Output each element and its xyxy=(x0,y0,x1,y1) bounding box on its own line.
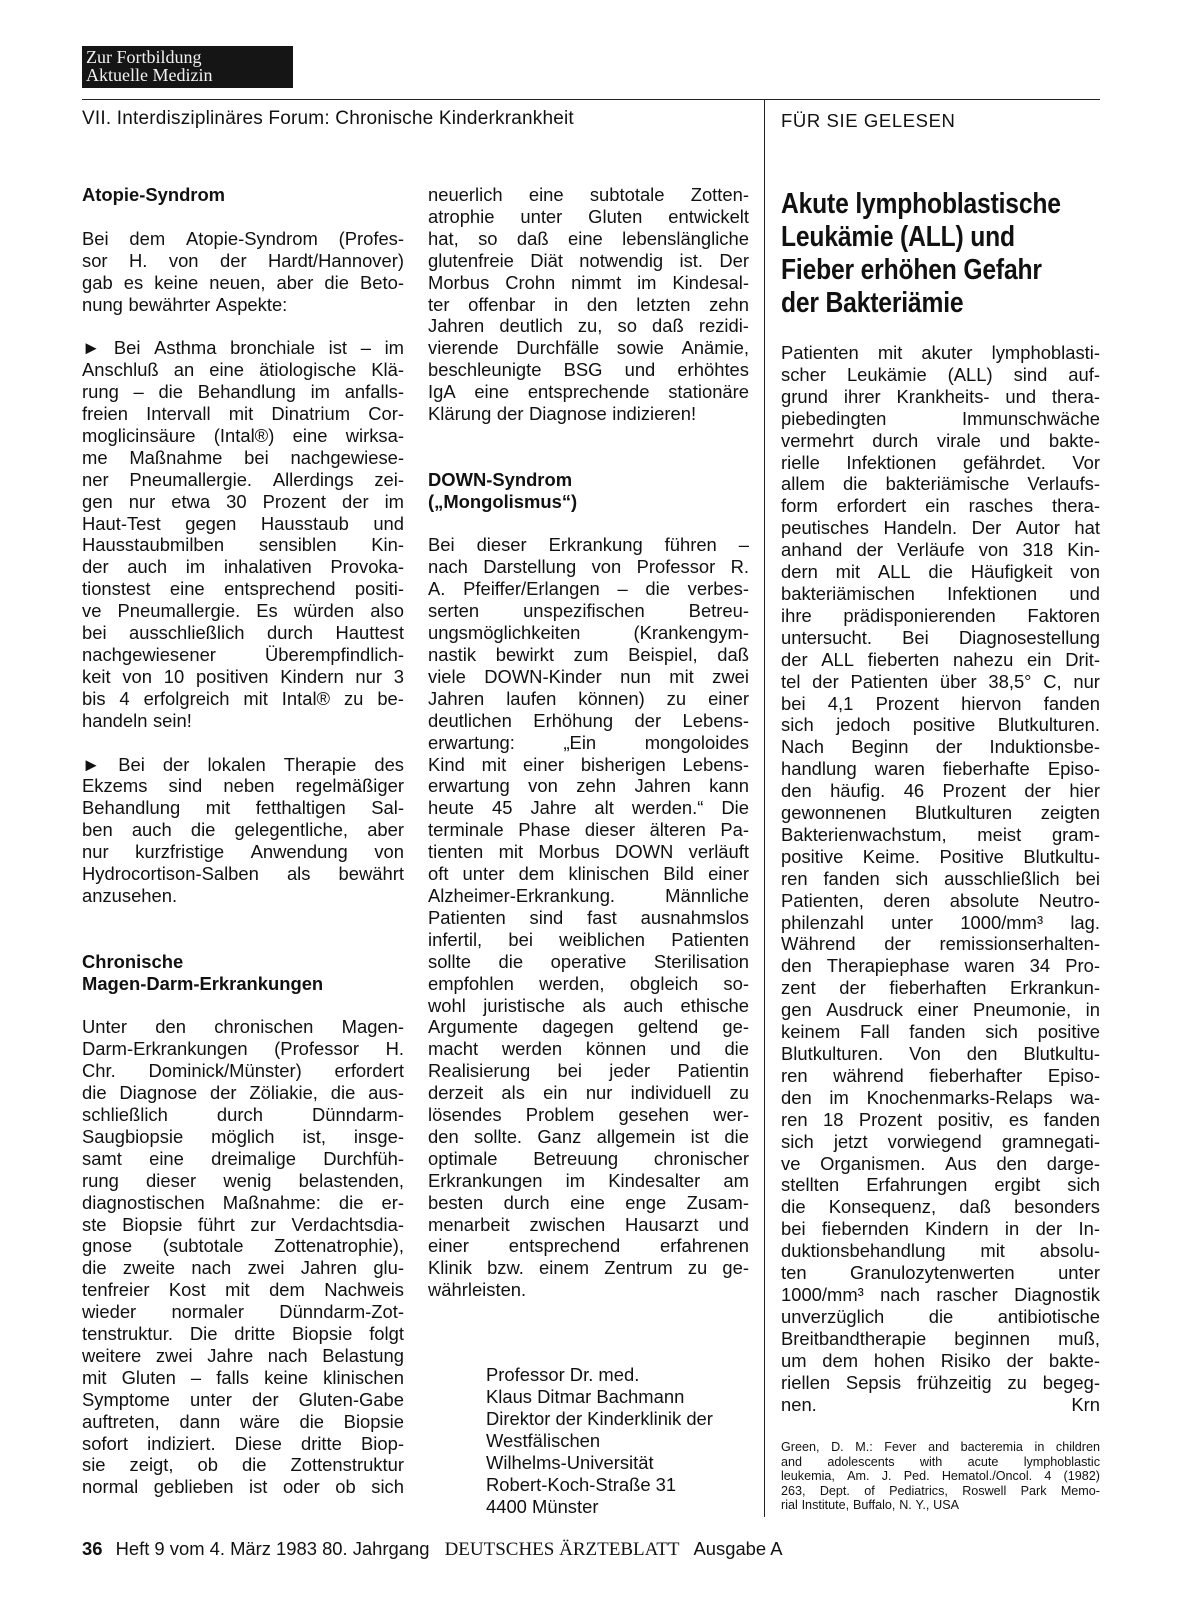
text-line: vierende Durchfälle sowie Anämie, xyxy=(428,337,749,359)
text-line: schließlich durch Dünndarm- xyxy=(82,1103,404,1125)
signature-line: Klaus Ditmar Bachmann xyxy=(486,1386,685,1407)
text-line: den häufig. 46 Prozent der hier xyxy=(781,780,1100,802)
section-heading: Chronische xyxy=(82,950,184,972)
text-line: nung bewährter Aspekte: xyxy=(82,293,288,315)
text-line: 1000/mm³ nach rascher Diagnostik xyxy=(781,1283,1100,1305)
text-line: Jahren deutlich zu, so daß rezidi- xyxy=(428,315,749,337)
text-line: oft unter dem klinischen Bild einer xyxy=(428,863,749,885)
section-badge-line2: Aktuelle Medizin xyxy=(86,65,213,85)
paragraph-gap xyxy=(428,425,749,469)
text-line: nen. Krn xyxy=(781,1393,1100,1415)
text-line: den im Knochenmarks-Relaps wa- xyxy=(781,1086,1100,1108)
text-line: anhand der Verläufe von 318 Kin- xyxy=(781,539,1100,561)
text-line: allem die bakteriämische Verlaufs- xyxy=(781,473,1100,495)
text-line: Ekzems sind neben regelmäßiger xyxy=(82,775,404,797)
paragraph-gap xyxy=(82,315,404,337)
text-line: sollte die operative Sterilisation xyxy=(428,950,749,972)
text-line: Symptome unter der Gluten-Gabe xyxy=(82,1388,404,1410)
text-line: ten Granulozytenwerten unter xyxy=(781,1262,1100,1284)
text-line: hat, so daß eine lebenslängliche xyxy=(428,227,749,249)
page-number: 36 xyxy=(82,1538,103,1559)
text-line: Green, D. M.: Fever and bacteremia in children xyxy=(781,1440,1100,1454)
text-line: empfohlen werden, obgleich so- xyxy=(428,972,749,994)
text-line: sor H. von der Hardt/Hannover) xyxy=(82,249,404,271)
text-line: glutenfreie Diät notwendig ist. Der xyxy=(428,249,749,271)
text-line: samt eine dreimalige Durchfüh- xyxy=(82,1147,404,1169)
text-line: Bakterienwachstum, meist gram- xyxy=(781,823,1100,845)
text-line: normal geblieben ist oder ob sich xyxy=(82,1476,404,1498)
headline-line: Fieber erhöhen Gefahr xyxy=(781,254,1042,286)
rubric-title: FÜR SIE GELESEN xyxy=(781,110,956,131)
text-line: die zweite nach zwei Jahren glu- xyxy=(82,1257,404,1279)
text-line: dern mit ALL die Häufigkeit von xyxy=(781,561,1100,583)
paragraph-gap xyxy=(82,206,404,228)
text-line: Chr. Dominick/Münster) erfordert xyxy=(82,1060,404,1082)
text-line: Während der remissionserhalten- xyxy=(781,933,1100,955)
review-column xyxy=(781,342,1100,1415)
text-line: philenzahl unter 1000/mm³ lag. xyxy=(781,911,1100,933)
text-line: Darm-Erkrankungen (Professor H. xyxy=(82,1038,404,1060)
article-column-1 xyxy=(82,184,404,1498)
text-line: Bei dem Atopie-Syndrom (Profes- xyxy=(82,227,404,249)
text-line: ► Bei der lokalen Therapie des xyxy=(82,753,404,775)
text-line: Argumente dagegen geltend ge- xyxy=(428,1016,749,1038)
text-line: neuerlich eine subtotale Zotten- xyxy=(428,184,749,205)
text-line: Patienten sind fast ausnahmslos xyxy=(428,906,749,928)
text-line: heute 45 Jahre alt werden.“ Die xyxy=(428,797,749,819)
text-line: währleisten. xyxy=(428,1279,527,1301)
text-line: bei ausschließlich durch Hauttest xyxy=(82,622,404,644)
text-line: gab es keine neuen, aber die Beto- xyxy=(82,271,404,293)
text-line: positive Keime. Positive Blutkultu- xyxy=(781,845,1100,867)
signature-line: 4400 Münster xyxy=(486,1496,599,1517)
text-line: tionstest eine entsprechend positi- xyxy=(82,578,404,600)
text-line: die Konsequenz, daß besonders xyxy=(781,1196,1100,1218)
text-line: wieder normaler Dünndarm-Zot- xyxy=(82,1301,404,1323)
text-line: keit von 10 positiven Kindern nur 3 xyxy=(82,665,404,687)
text-line: and adolescents with acute lymphoblastic xyxy=(781,1454,1100,1469)
text-line: Behandlung mit fetthaltigen Sal- xyxy=(82,797,404,819)
signature-line: Robert-Koch-Straße 31 xyxy=(486,1474,677,1495)
text-line: freien Intervall mit Dinatrium Cor- xyxy=(82,403,404,425)
text-line: ► Bei Asthma bronchiale ist – im xyxy=(82,337,404,359)
text-line: riellen Sepsis frühzeitig zu begeg- xyxy=(781,1371,1100,1393)
section-heading: DOWN-Syndrom xyxy=(428,468,573,490)
signature-line: Westfälischen xyxy=(486,1430,601,1451)
author-signature xyxy=(486,1364,713,1518)
section-badge-line1: Zur Fortbildung xyxy=(86,47,202,67)
text-line: infertil, bei weiblichen Patienten xyxy=(428,928,749,950)
text-line: Nach Beginn der Induktionsbe- xyxy=(781,736,1100,758)
text-line: gewonnenen Blutkulturen zeigten xyxy=(781,802,1100,824)
text-line: gen nur etwa 30 Prozent der im xyxy=(82,490,404,512)
text-line: serten unspezifischen Betreu- xyxy=(428,600,749,622)
text-line: handlung waren fieberhafte Episo- xyxy=(781,758,1100,780)
header-rule xyxy=(82,99,1100,100)
text-line: ve Organismen. Aus den darge- xyxy=(781,1152,1100,1174)
text-line: ner Pneumallergie. Allerdings zei- xyxy=(82,468,404,490)
section-badge xyxy=(82,46,293,88)
text-line: deutlichen Erhöhung der Lebens- xyxy=(428,709,749,731)
article-column-2 xyxy=(428,184,749,1301)
text-line: Realisierung bei jeder Patientin xyxy=(428,1060,749,1082)
text-line: macht werden können und die xyxy=(428,1038,749,1060)
text-line: gen Ausdruck einer Pneumonie, in xyxy=(781,999,1100,1021)
text-line: leukemia, Am. J. Ped. Hematol./Oncol. 4 (1982) xyxy=(781,1469,1100,1484)
text-line: nachgewiesener Überempfindlich- xyxy=(82,644,404,665)
text-line: um dem hohen Risiko der bakte- xyxy=(781,1349,1100,1371)
text-line: die Diagnose der Zöliakie, die aus- xyxy=(82,1082,404,1104)
text-line: ter offenbar in den letzten zehn xyxy=(428,293,749,315)
series-title: VII. Interdisziplinäres Forum: Chronische Kinderkrankheit xyxy=(82,108,574,129)
text-line: sich jedoch positive Blutkulturen. xyxy=(781,714,1100,736)
text-line: ve Pneumallergie. Es würden also xyxy=(82,600,404,622)
text-line: A. Pfeiffer/Erlangen – die verbes- xyxy=(428,578,749,600)
signature-line: Wilhelms-Universität xyxy=(486,1452,654,1473)
text-line: ben auch die gelegentliche, aber xyxy=(82,819,404,841)
edition-label: Ausgabe A xyxy=(693,1538,783,1559)
text-line: Erkrankungen im Kindesalter am xyxy=(428,1169,749,1191)
page-footer xyxy=(82,1538,783,1561)
signature-line: Professor Dr. med. xyxy=(486,1364,640,1385)
text-line: wohl juristische als auch ethische xyxy=(428,994,749,1016)
text-line: besten durch eine enge Zusam- xyxy=(428,1191,749,1213)
text-line: zent der fieberhaften Erkrankun- xyxy=(781,977,1100,999)
issue-info: Heft 9 vom 4. März 1983 80. Jahrgang xyxy=(115,1538,430,1559)
section-heading: („Mongolismus“) xyxy=(428,490,578,512)
text-line: derzeit als ein nur individuell zu xyxy=(428,1082,749,1104)
text-line: einer entsprechend erfahrenen xyxy=(428,1235,749,1257)
text-line: tenstruktur. Die dritte Biopsie folgt xyxy=(82,1323,404,1345)
text-line: bakteriämischen Infektionen und xyxy=(781,582,1100,604)
text-line: sie zeigt, ob die Zottenstruktur xyxy=(82,1454,404,1476)
headline-line: Akute lymphoblastische xyxy=(781,188,1061,220)
headline-line: der Bakteriämie xyxy=(781,287,964,319)
text-line: ste Biopsie führt zur Verdachtsdia- xyxy=(82,1213,404,1235)
text-line: beschleunigte BSG und erhöhtes xyxy=(428,359,749,381)
text-line: nastik bewirkt zum Beispiel, daß xyxy=(428,644,749,665)
text-line: peutisches Handeln. Der Autor hat xyxy=(781,517,1100,539)
text-line: ren während fieberhafter Episo- xyxy=(781,1064,1100,1086)
text-line: untersucht. Bei Diagnosestellung xyxy=(781,626,1100,648)
text-line: scher Leukämie (ALL) sind auf- xyxy=(781,363,1100,385)
text-line: Unter den chronischen Magen- xyxy=(82,1016,404,1038)
text-line: ungsmöglichkeiten (Krankengym- xyxy=(428,622,749,644)
text-line: Alzheimer-Erkrankung. Männliche xyxy=(428,884,749,906)
text-line: Haut-Test gegen Hausstaub und xyxy=(82,512,404,534)
text-line: Kind mit einer bisherigen Lebens- xyxy=(428,753,749,775)
text-line: rung dieser wenig belastenden, xyxy=(82,1169,404,1191)
text-line: anzusehen. xyxy=(82,884,178,906)
text-line: optimale Betreuung chronischer xyxy=(428,1147,749,1169)
text-line: ihre prädisponierenden Faktoren xyxy=(781,604,1100,626)
text-line: ren 18 Prozent positiv, es fanden xyxy=(781,1108,1100,1130)
text-line: vermehrt durch virale und bakte- xyxy=(781,429,1100,451)
text-line: IgA eine entsprechende stationäre xyxy=(428,381,749,403)
review-citation xyxy=(781,1440,1100,1513)
text-line: Hydrocortison-Salben als bewährt xyxy=(82,863,404,885)
paragraph-gap xyxy=(82,907,404,951)
text-line: Patienten, deren absolute Neutro- xyxy=(781,889,1100,911)
journal-name: DEUTSCHES ÄRZTEBLATT xyxy=(444,1539,680,1560)
text-line: form erfordert ein rasches thera- xyxy=(781,495,1100,517)
text-line: bei fiebernden Kindern in der In- xyxy=(781,1218,1100,1240)
review-headline xyxy=(781,188,1061,320)
section-heading: Magen-Darm-Erkrankungen xyxy=(82,972,324,994)
text-line: den sollte. Ganz allgemein ist die xyxy=(428,1125,749,1147)
text-line: keinem Fall fanden sich positive xyxy=(781,1021,1100,1043)
text-line: Klinik bzw. einem Zentrum zu ge- xyxy=(428,1257,749,1279)
text-line: Klärung der Diagnose indizieren! xyxy=(428,403,697,425)
text-line: duktionsbehandlung mit absolu- xyxy=(781,1240,1100,1262)
text-line: erwartung: „Ein mongoloides xyxy=(428,731,749,753)
text-line: 263, Dept. of Pediatrics, Roswell Park Memo- xyxy=(781,1483,1100,1498)
text-line: tienten mit Morbus DOWN verläuft xyxy=(428,841,749,863)
text-line: tenfreier Kost mit dem Nachweis xyxy=(82,1279,404,1301)
text-line: viele DOWN-Kinder nun mit zwei xyxy=(428,665,749,687)
text-line: weitere zwei Jahre nach Belastung xyxy=(82,1344,404,1366)
text-line: moglicinsäure (Intal®) eine wirksa- xyxy=(82,424,404,446)
text-line: handeln sein! xyxy=(82,709,192,731)
text-line: piebedingten Immunschwäche xyxy=(781,407,1100,429)
text-line: bei 4,1 Prozent hiervon fanden xyxy=(781,692,1100,714)
text-line: nur kurzfristige Anwendung von xyxy=(82,841,404,863)
text-line: erwartung von zehn Jahren kann xyxy=(428,775,749,797)
text-line: rielle Infektionen gefährdet. Vor xyxy=(781,451,1100,473)
text-line: gnose (subtotale Zottenatrophie), xyxy=(82,1235,404,1257)
text-line: atrophie unter Gluten entwickelt xyxy=(428,205,749,227)
signature-line: Direktor der Kinderklinik der xyxy=(486,1408,713,1429)
text-line: ren fanden sich ausschließlich bei xyxy=(781,867,1100,889)
text-line: rung – die Behandlung im anfalls- xyxy=(82,381,404,403)
text-line: rial Institute, Buffalo, N. Y., USA xyxy=(781,1498,959,1513)
text-line: mit Gluten – falls keine klinischen xyxy=(82,1366,404,1388)
text-line: Hausstaubmilben sensiblen Kin- xyxy=(82,534,404,556)
text-line: lösendes Problem gesehen wer- xyxy=(428,1104,749,1126)
text-line: me Maßnahme bei nachgewiese- xyxy=(82,446,404,468)
paragraph-gap xyxy=(428,513,749,535)
paragraph-gap xyxy=(82,994,404,1016)
text-line: unverzüglich die antibiotische xyxy=(781,1305,1100,1327)
text-line: stellten Erfahrungen ergibt sich xyxy=(781,1174,1100,1196)
text-line: Bei dieser Erkrankung führen – xyxy=(428,534,749,556)
text-line: Blutkulturen. Von den Blutkultu- xyxy=(781,1043,1100,1064)
text-line: tel der Patienten über 38,5° C, nur xyxy=(781,670,1100,692)
text-line: bis 4 erfolgreich mit Intal® zu be- xyxy=(82,687,404,709)
text-line: Anschluß an eine ätiologische Klä- xyxy=(82,359,404,381)
text-line: Jahren laufen können) zu einer xyxy=(428,687,749,709)
text-line: grund ihrer Krankheits- und thera- xyxy=(781,385,1100,407)
text-line: Breitbandtherapie beginnen muß, xyxy=(781,1327,1100,1349)
text-line: Saugbiopsie möglich ist, insge- xyxy=(82,1125,404,1147)
text-line: der auch im inhalativen Provoka- xyxy=(82,556,404,578)
text-line: menarbeit zwischen Hausarzt und xyxy=(428,1213,749,1235)
text-line: sich jetzt vorwiegend gramnegati- xyxy=(781,1130,1100,1152)
text-line: sofort indiziert. Diese dritte Biop- xyxy=(82,1432,404,1454)
column-divider xyxy=(764,99,765,1517)
text-line: Morbus Crohn nimmt im Kindesal- xyxy=(428,271,749,293)
paragraph-gap xyxy=(82,732,404,754)
text-line: nach Darstellung von Professor R. xyxy=(428,556,749,578)
text-line: Patienten mit akuter lymphoblasti- xyxy=(781,342,1100,363)
text-line: terminale Phase dieser älteren Pa- xyxy=(428,819,749,841)
text-line: auftreten, dann wäre die Biopsie xyxy=(82,1410,404,1432)
section-heading: Atopie-Syndrom xyxy=(82,184,226,205)
text-line: der ALL fieberten nahezu ein Drit- xyxy=(781,648,1100,670)
text-line: diagnostischen Maßnahme: die er- xyxy=(82,1191,404,1213)
text-line: den Therapiephase waren 34 Pro- xyxy=(781,955,1100,977)
headline-line: Leukämie (ALL) und xyxy=(781,221,1015,253)
